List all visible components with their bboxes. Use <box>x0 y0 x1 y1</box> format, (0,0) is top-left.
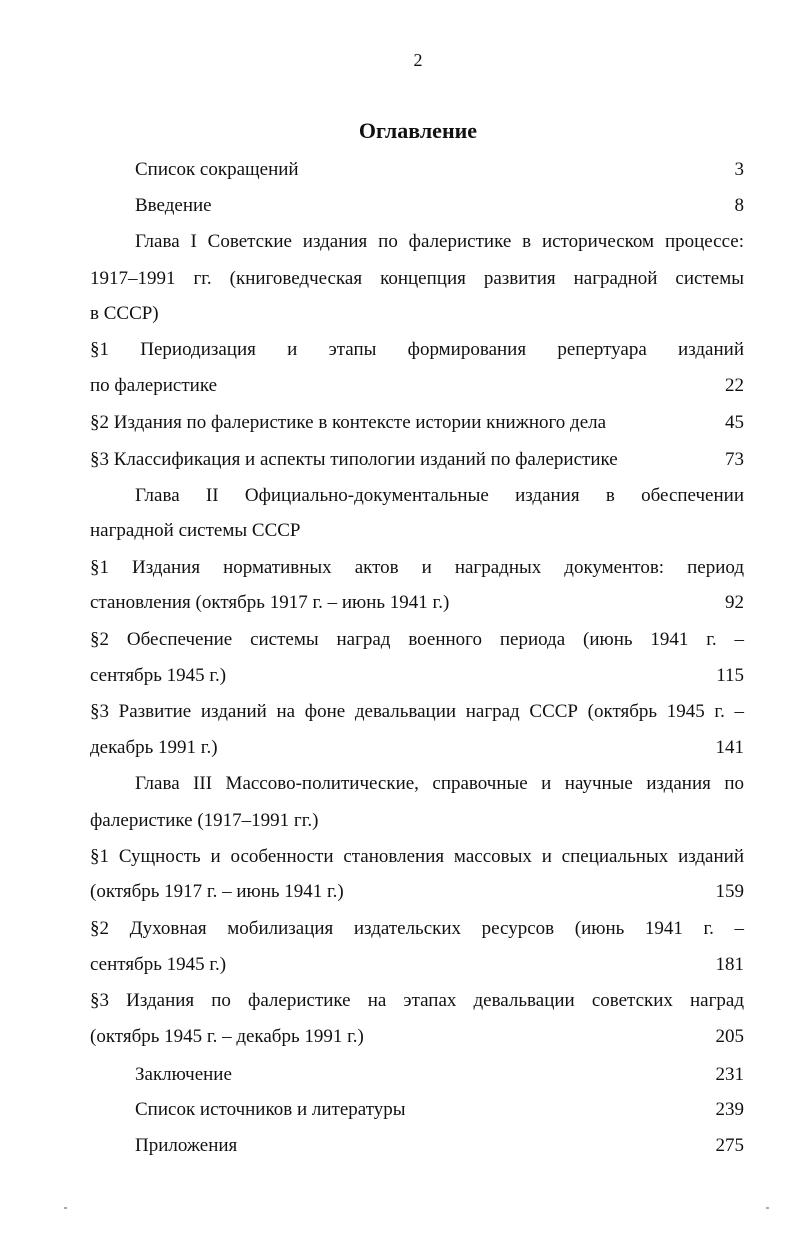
toc-label: §2 Издания по фалеристике в контексте истории книжного дела <box>90 412 607 433</box>
ch3-section-1-title: §1 Сущность и особенности становления массовых и специальных изданий <box>90 846 744 867</box>
toc-entry-intro <box>135 194 744 218</box>
ch2-section-1-title: §1 Издания нормативных актов и наградных документов: период <box>90 557 744 578</box>
toc-label: Введение <box>135 195 212 216</box>
toc-page: 115 <box>716 665 744 686</box>
toc-title: Оглавление <box>358 118 478 143</box>
chapter-3-heading-cont: фалеристике (1917–1991 гг.) <box>90 810 319 831</box>
scan-speck <box>766 1207 769 1209</box>
chapter-1-heading-cont: 1917–1991 гг. (книговедческая концепция развития наградной системы <box>90 268 744 289</box>
toc-label: Приложения <box>135 1135 238 1156</box>
ch3-section-3-title: §3 Издания по фалеристике на этапах девальвации советских наград <box>90 990 744 1011</box>
page-number: 2 <box>413 50 423 70</box>
scan-speck <box>64 1207 67 1209</box>
toc-label: становления (октябрь 1917 г. – июнь 1941 г.) <box>90 592 450 613</box>
toc-label: сентябрь 1945 г.) <box>90 665 227 686</box>
ch3-section-3 <box>90 1025 744 1049</box>
toc-entry-appendices <box>135 1134 744 1158</box>
toc-label: §3 Классификация и аспекты типологии изданий по фалеристике <box>90 449 618 470</box>
toc-label: сентябрь 1945 г.) <box>90 954 227 975</box>
toc-label: (октябрь 1945 г. – декабрь 1991 г.) <box>90 1026 364 1047</box>
ch1-section-1-title: §1 Периодизация и этапы формирования репертуара изданий <box>90 339 744 360</box>
chapter-1-heading: Глава I Советские издания по фалеристике в историческом процессе: <box>135 231 744 252</box>
ch2-section-1 <box>90 591 744 615</box>
toc-page: 22 <box>725 375 744 396</box>
toc-page: 181 <box>715 954 744 975</box>
ch3-section-1 <box>90 880 744 904</box>
ch2-section-2 <box>90 664 744 688</box>
toc-label: по фалеристике <box>90 375 218 396</box>
toc-label: (октябрь 1917 г. – июнь 1941 г.) <box>90 881 344 902</box>
ch3-section-2 <box>90 953 744 977</box>
chapter-2-heading-cont: наградной системы СССР <box>90 520 301 541</box>
toc-entry-conclusion <box>135 1063 744 1087</box>
toc-entry-abbreviations <box>135 158 744 182</box>
chapter-3-heading: Глава III Массово-политические, справочные и научные издания по <box>135 773 744 794</box>
toc-label: Список источников и литературы <box>135 1099 406 1120</box>
toc-page: 45 <box>725 412 744 433</box>
ch2-section-2-title: §2 Обеспечение системы наград военного периода (июнь 1941 г. – <box>90 629 744 650</box>
toc-entry-sources <box>135 1098 744 1122</box>
ch2-section-3 <box>90 736 744 760</box>
ch1-section-1 <box>90 374 744 398</box>
toc-page: 3 <box>734 159 744 180</box>
toc-page: 159 <box>715 881 744 902</box>
toc-page: 239 <box>715 1099 744 1120</box>
toc-page: 8 <box>734 195 744 216</box>
toc-page: 231 <box>715 1064 744 1085</box>
toc-page: 205 <box>715 1026 744 1047</box>
ch1-section-3 <box>90 448 744 472</box>
ch1-section-2 <box>90 411 744 435</box>
toc-label: Список сокращений <box>135 159 299 180</box>
toc-page: 275 <box>715 1135 744 1156</box>
toc-label: Заключение <box>135 1064 232 1085</box>
toc-label: декабрь 1991 г.) <box>90 737 218 758</box>
chapter-1-heading-end: в СССР) <box>90 303 159 324</box>
ch3-section-2-title: §2 Духовная мобилизация издательских ресурсов (июнь 1941 г. – <box>90 918 744 939</box>
toc-page: 73 <box>725 449 744 470</box>
chapter-2-heading: Глава II Официально-документальные издания в обеспечении <box>135 485 744 506</box>
ch2-section-3-title: §3 Развитие изданий на фоне девальвации наград СССР (октябрь 1945 г. – <box>90 701 744 722</box>
toc-page: 92 <box>725 592 744 613</box>
toc-page: 141 <box>715 737 744 758</box>
